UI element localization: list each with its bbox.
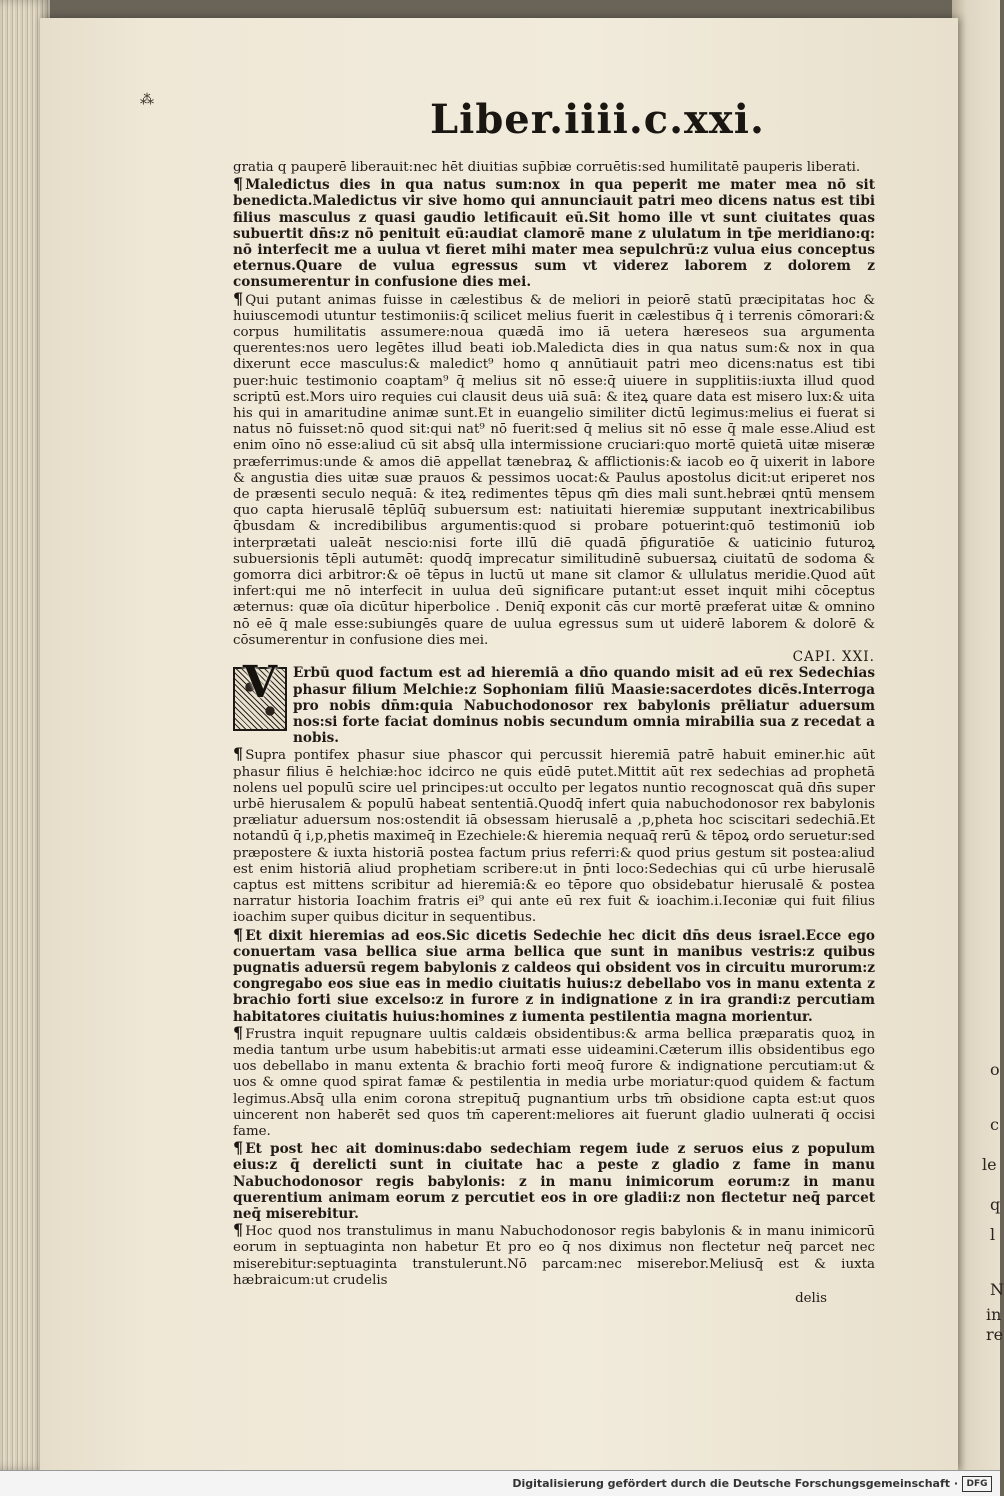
- edge-char: in: [986, 1305, 1002, 1324]
- footer-bar: [0, 1470, 1000, 1496]
- edge-char: re: [986, 1325, 1004, 1344]
- decorated-initial: [233, 657, 287, 731]
- edge-char: c: [990, 1115, 999, 1134]
- facing-page-edge: [952, 0, 1004, 1470]
- commentary-paragraph: [233, 1222, 875, 1289]
- pilcrow-icon: ¶: [233, 1138, 244, 1158]
- edge-char: o: [990, 1060, 1000, 1079]
- pilcrow-icon: ¶: [233, 924, 244, 944]
- margin-mark: ⁂: [140, 92, 154, 108]
- edge-char: l: [990, 1225, 996, 1244]
- paragraph-text: Et dixit hieremias ad eos.Sic dicetis Sedechie hec dicit dn̄s deus israel.Ecce ego conuertam vasa bellica siue arma bellica que sunt in manibus vestris:z quibus pugnatis aduersū regem babylonis z caldeos qui obsident vos in circuitu murorum:z congregabo eos siue eas in medio ciuitatis huius:z debellabo vos in manu extenta z brachio forti siue excelso:z in furore z in indignatione z in ira grandi:z percutiam habitatores ciuitatis huius:homines z iumenta pestilentia magna morientur.: [233, 927, 875, 1025]
- running-title: Liber.iiii.c.xxi.: [430, 96, 765, 143]
- paragraph-text: Supra pontifex phasur siue phascor qui percussit hieremiā patrē habuit eminer.hic aūt phasur filius ē helchiæ:hoc idcirco ne quis eūdē putet.Mittit aūt rex sedechias ad prophetā nolens uel populū scire uel principes:ut occulto per legatos nuntio recognoscat quā dn̄s super urbē hierusalem & populū habeat sententiā.Quodq̄ infert quia nabuchodonosor rex babylonis præliatur aduersum nos:ostendit iā obsessam hierusalē a ,p,pheta hoc sciscitari sedechiā.Et notandū q̄ i,p,phetis maximeq̄ in Ezechiele:& hieremia nequaq̄ rerū & tēpoꝝ ordo seruetur:sed præpostere & iuxta historiā postea factum prius referri:& quod prius gestum sit postea:aliud est enim historiā aliud prophetiam scribere:ut in p̄nti loco:Sedechias qui cū urbe hierusalē captus est mittens scribitur ad hieremiā:& eo tēpore quo obsidebatur hierusalē & postea narratur historia Ioachim fratris ei⁹ qui ante eū rex fuit & ioachim.i.Ieconiæ qui fuit filius ioachim super quibus dicitur in sequentibus.: [233, 748, 875, 926]
- commentary-paragraph: [233, 288, 875, 649]
- scripture-paragraph: [233, 1140, 875, 1222]
- catchword: delis: [795, 1291, 827, 1307]
- chapter-heading: CAPI. XXI.: [792, 649, 875, 666]
- edge-char: q: [990, 1195, 1001, 1214]
- pilcrow-icon: ¶: [233, 174, 244, 194]
- paragraph-text: gratia q pauperē liberauit:nec hēt diuitias sup̄biæ corruētis:sed humilitatē pauperis liberati.: [233, 160, 861, 175]
- main-text-column: [233, 160, 875, 1307]
- pilcrow-icon: ¶: [233, 288, 244, 308]
- scripture-paragraph: [233, 176, 875, 290]
- scripture-paragraph: [233, 924, 875, 1025]
- dfg-logo: DFG: [962, 1476, 992, 1492]
- pilcrow-icon: ¶: [233, 1022, 244, 1042]
- pilcrow-icon: ¶: [233, 744, 244, 764]
- paragraph-text: Qui putant animas fuisse in cælestibus & de meliori in peiorē statū præcipitatas hoc & huiuscemodi utuntur testimoniis:q̄ scilicet melius fuerit in cælestibus q̄ i terrenis cōmorari:& corpus humilitatis assumere:noua quædā imo iā uetera hæreseos sua argumenta querentes:nos uero legētes illud beati iob.Maledicta dies in qua natus sum:& nox in qua dixerunt ecce masculus:& maledict⁹ homo q annūtiauit patri meo dicens:natus est tibi puer:huic testimonio coaptam⁹ q̄ melius sit nō esse:q̄ uiuere in supplitiis:iuxta illud quod scriptū est.Mors uiro requies cui clausit deus uiā suā: & iteꝝ quare data est misero lux:& uita his qui in amaritudine animæ sunt.Et in euangelio similiter dictū legimus:melius ei fuerat si natus nō fuisset:nō quod sit:qui nat⁹ nō fuerit:sed q̄ melius sit nō esse q̄ male esse.Aliud est enim oīno nō esse:aliud cū sit absq̄ ulla intermissione cruciari:quo mortē quietā uitæ miseræ præferrimus:unde & amos diē appellat tænebraꝝ & afflictionis:& iacob eo q̄ uixerit in labore & angustia dies uitæ suæ prauos & pessimos uocat:& Paulus apostolus dicit:ut eriperet nos de præsenti seculo nequā: & iteꝝ redimentes tēpus qm̄ dies mali sunt.hebræi qntū mensem quo capta hierusalē tēplūq̄ subuersum est: natiuitati hieremiæ supputant inextricabilibus q̄busdam & incredibilibus argumentis:quod si probare potuerint:quō testimoniū iob interprætati ualeāt nescio:nisi forte illū diē quadā p̄figuratiōe & uaticinio futuroꝝ subuersionis tēpli autumēt: quodq̄ imprecatur similitudinē subuersaꝝ ciuitatū de sodoma & gomorra dici arbitror:& oē tēpus in luctū ut mane sit clamor & ullulatus meridie.Quod aūt infert:qui me nō interfecit in uulua deū significare putant:ut esset inquit mihi cōceptus æternus: quæ oīa dicūtur hiperbolice . Deniq̄ exponit cās cur mortē præferat uitæ & omnino nō eē q̄ male esse:subiungēs quare de uulua egressus sum ut uiderē laborem & dolorē & cōsumerentur in confusione dies mei.: [233, 292, 875, 648]
- initial-letter: V: [242, 657, 278, 709]
- pilcrow-icon: ¶: [233, 1220, 244, 1240]
- paragraph-text: Hoc quod nos transtulimus in manu Nabuchodonosor regis babylonis & in manu inimicorū eorum in septuaginta non habetur Et pro eo q̄ nos diximus non flectetur neq̄ parcet nec miserebitur:septuaginta transtulerunt.Nō parcam:nec miserebor.Meliusq̄ est & iuxta hæbraicum:ut crudelis: [233, 1224, 875, 1288]
- edge-char: le: [982, 1155, 997, 1174]
- commentary-paragraph: [233, 746, 875, 926]
- funding-credit: Digitalisierung gefördert durch die Deutsche Forschungsgemeinschaft ·: [512, 1477, 958, 1490]
- paragraph-text: Maledictus dies in qua natus sum:nox in qua peperit me mater mea nō sit benedicta.Maledictus vir sive homo qui annunciauit patri meo dicens natus est tibi filius masculus z quasi gaudio letificauit eū.Sit homo ille vt sunt ciuitates quas subuertit dn̄s:z nō penituit eū:audiat clamorē mane z ululatum in tp̄e meridiano:q: nō interfecit me a uulua vt fieret mihi mater mea sepulchrū:z vulua eius conceptus eternus.Quare de vulua egressus sum vt viderez laborem z dolorem z consumerentur in confusione dies mei.: [233, 177, 875, 291]
- paragraph-text: Et post hec ait dominus:dabo sedechiam regem iude z seruos eius z populum eius:z q̄ derelicti sunt in ciuitate hac a peste z gladio z fame in manu Nabuchodonosor regis babylonis: z in manu inimicorum eorum:z in manu querentium animam eorum z percutiet eos in ore gladii:z non flectetur neq̄ parcet neq̄ miserebitur.: [233, 1141, 875, 1222]
- edge-char: N: [990, 1280, 1004, 1299]
- paragraph-text: Erbū quod factum est ad hieremiā a dn̄o quando misit ad eū rex Sedechias phasur filium Melchie:z Sophoniam filiū Maasie:sacerdotes dicēs.Interroga pro nobis dn̄m:quia Nabuchodonosor rex babylonis prēliatur aduersum nos:si forte faciat dominus nobis secundum omnia mirabilia sua z recedat a nobis.: [293, 665, 875, 747]
- commentary-paragraph: [233, 1022, 875, 1140]
- paragraph-text: Frustra inquit repugnare uultis caldæis obsidentibus:& arma bellica præparatis quoꝝ in media tantum urbe usum habebitis:ut armati esse uideamini.Cæterum illis obsidentibus ego uos debellabo in manu extenta & brachio forti meoq̄ furore & indignatione percutiam:ut & uos & omne quod spirat famæ & pestilentia in media urbe moriatur:quod quidem & factum legimus.Absq̄ ulla enim corona strepituq̄ pugnantium urbs tm̄ obsidione capta est:ut quos uincerent non haberēt sed quos tm̄ caperent:meliores ait fuerunt gladio uulnerati q̄ occisi fame.: [233, 1026, 875, 1139]
- paragraph: [233, 160, 875, 176]
